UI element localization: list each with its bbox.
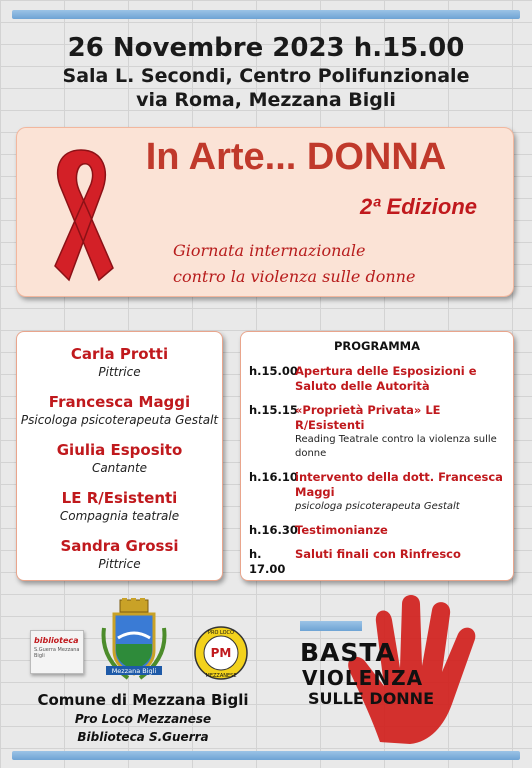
artist-name: Sandra Grossi (60, 537, 179, 555)
proloco-top-text: PRO LOCO (208, 630, 234, 636)
program-panel (240, 331, 514, 581)
program-detail: psicologa psicoterapeuta Gestalt (295, 501, 460, 512)
artist-role: Compagnia teatrale (59, 509, 180, 523)
program-activity: Testimonianze (295, 523, 388, 537)
event-venue: Sala L. Secondi, Centro Polifunzionale (62, 65, 470, 87)
program-time: h.16.30 (249, 523, 298, 537)
bottom-decorative-bar (12, 751, 520, 760)
event-title: In Arte... DONNA (145, 136, 447, 178)
proloco-name: Pro Loco Mezzanese (74, 712, 212, 726)
top-decorative-bar (12, 10, 520, 19)
biblioteca-logo (30, 630, 84, 674)
program-time: h. 17.00 (249, 547, 286, 576)
program-time: h.15.00 (249, 364, 298, 378)
program-item (249, 470, 505, 514)
program-activity: Saluti finali con Rinfresco (295, 547, 461, 561)
program-title: PROGRAMMA (333, 339, 421, 353)
program-time: h.16.10 (249, 470, 298, 484)
comune-name: Comune di Mezzana Bigli (37, 691, 249, 709)
program-item (249, 547, 505, 577)
proloco-logo-icon (194, 626, 248, 680)
biblioteca-logo-subtext: S.Guerra Mezzana Bigli (34, 647, 80, 659)
artist-item (17, 441, 222, 476)
coat-of-arms-icon (98, 598, 170, 682)
biblioteca-logo-text: biblioteca (34, 636, 79, 645)
artist-role: Psicologa psicoterapeuta Gestalt (20, 413, 219, 427)
event-address: via Roma, Mezzana Bigli (136, 89, 396, 111)
title-box (16, 127, 514, 297)
program-detail: Reading Teatrale contro la violenza sulle donne (295, 434, 497, 459)
artist-item (17, 393, 222, 428)
artist-name: Francesca Maggi (48, 393, 191, 411)
campaign-slogan (300, 640, 450, 708)
biblioteca-name: Biblioteca S.Guerra (77, 730, 209, 744)
artist-role: Pittrice (98, 365, 141, 379)
proloco-bottom-text: MEZZANESE (205, 673, 237, 679)
program-activity: «Proprietà Privata» LE R/Esistenti (295, 403, 441, 432)
slogan-line-1: BASTA (300, 638, 396, 667)
logos-row (28, 598, 258, 682)
artist-item (17, 489, 222, 524)
program-time: h.15.15 (249, 403, 298, 417)
artist-role: Cantante (91, 461, 148, 475)
artist-item (17, 345, 222, 380)
proloco-mark: PM (210, 646, 232, 660)
artist-role: Pittrice (98, 557, 141, 571)
program-item (249, 364, 505, 394)
event-date-time: 26 Novembre 2023 h.15.00 (67, 33, 465, 63)
artist-name: LE R/Esistenti (61, 489, 178, 507)
program-activity: Apertura delle Esposizioni e Saluto delle Autorità (295, 364, 477, 393)
event-tagline (173, 238, 415, 290)
event-header (0, 32, 532, 112)
artist-item (17, 537, 222, 572)
edition-label: 2ª Edizione (360, 194, 477, 219)
slogan-line-3: SULLE DONNE (308, 689, 434, 708)
artists-panel (16, 331, 223, 581)
program-activity: intervento della dott. Francesca Maggi (295, 470, 503, 499)
artist-name: Carla Protti (70, 345, 169, 363)
sponsors-block (18, 690, 268, 746)
slogan-line-2: VIOLENZA (302, 666, 424, 690)
tagline-line-2: contro la violenza sulle donne (173, 267, 416, 286)
tagline-line-1: Giornata internazionale (173, 241, 366, 260)
artist-name: Giulia Esposito (56, 441, 183, 459)
program-item (249, 403, 505, 461)
coat-label: Mezzana Bigli (111, 667, 157, 675)
program-item (249, 523, 505, 538)
